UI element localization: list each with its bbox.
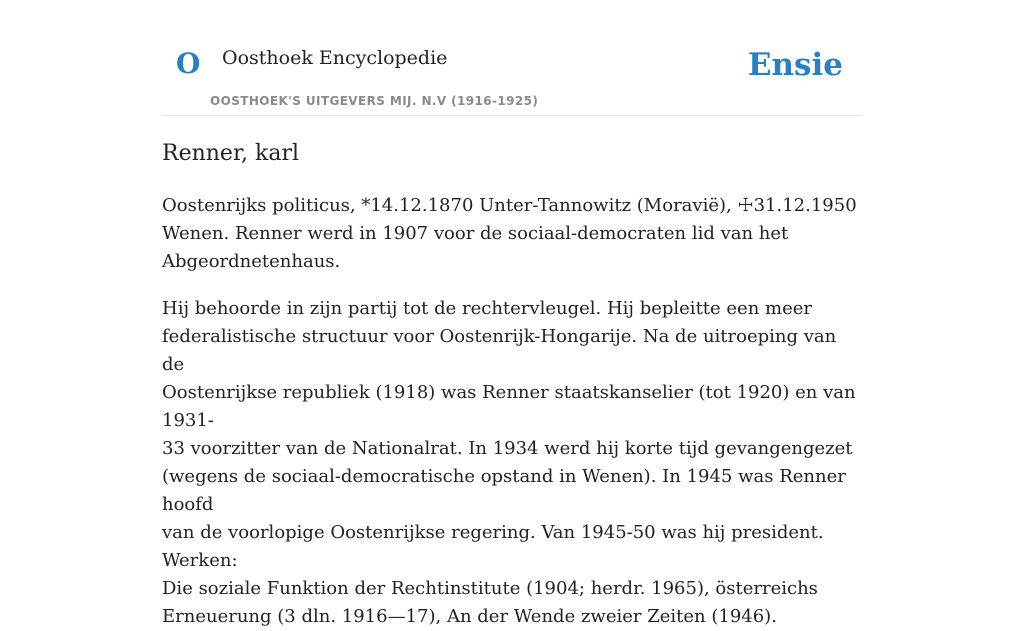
entry-title: Renner, karl <box>162 141 300 166</box>
site-title[interactable]: Oosthoek Encyclopedie <box>222 47 448 69</box>
publisher-label: OOSTHOEK'S UITGEVERS MIJ. N.V (1916-1925) <box>210 94 539 108</box>
entry-content <box>162 138 862 631</box>
entry-paragraph-2: Hij behoorde in zijn partij tot de rechtervleugel. Hij bepleitte een meer federalistische structuur voor Oostenrijk-Hongarije. Na de uitroeping van de Oostenrijkse republiek (1918) was Renner staatskanselier (tot 1920) en van 1931- 33 voorzitter van de Nationalrat. In 1934 werd hij korte tijd gevangengezet (wegens de sociaal-democratische opstand in Wenen). In 1945 was Renner hoofd van de voorlopige Oostenrijkse regering. Van 1945-50 was hij president. Werken: Die soziale Funktion der Rechtinstitute (1904; herdr. 1965), österreichs Erneuerung (3 dln. 1916—17), An der Wende zweier Zeiten (1946). <box>162 298 856 627</box>
entry-paragraph-1: Oostenrijks politicus, *14.12.1870 Unter-Tannowitz (Moravië), ☩31.12.1950 Wenen. Renner werd in 1907 voor de sociaal-democraten lid van het Abgeordnetenhaus. <box>162 195 857 272</box>
ensie-logo-link[interactable]: Ensie <box>747 47 843 83</box>
page-header <box>162 30 862 116</box>
logo-letter: O <box>176 47 201 80</box>
